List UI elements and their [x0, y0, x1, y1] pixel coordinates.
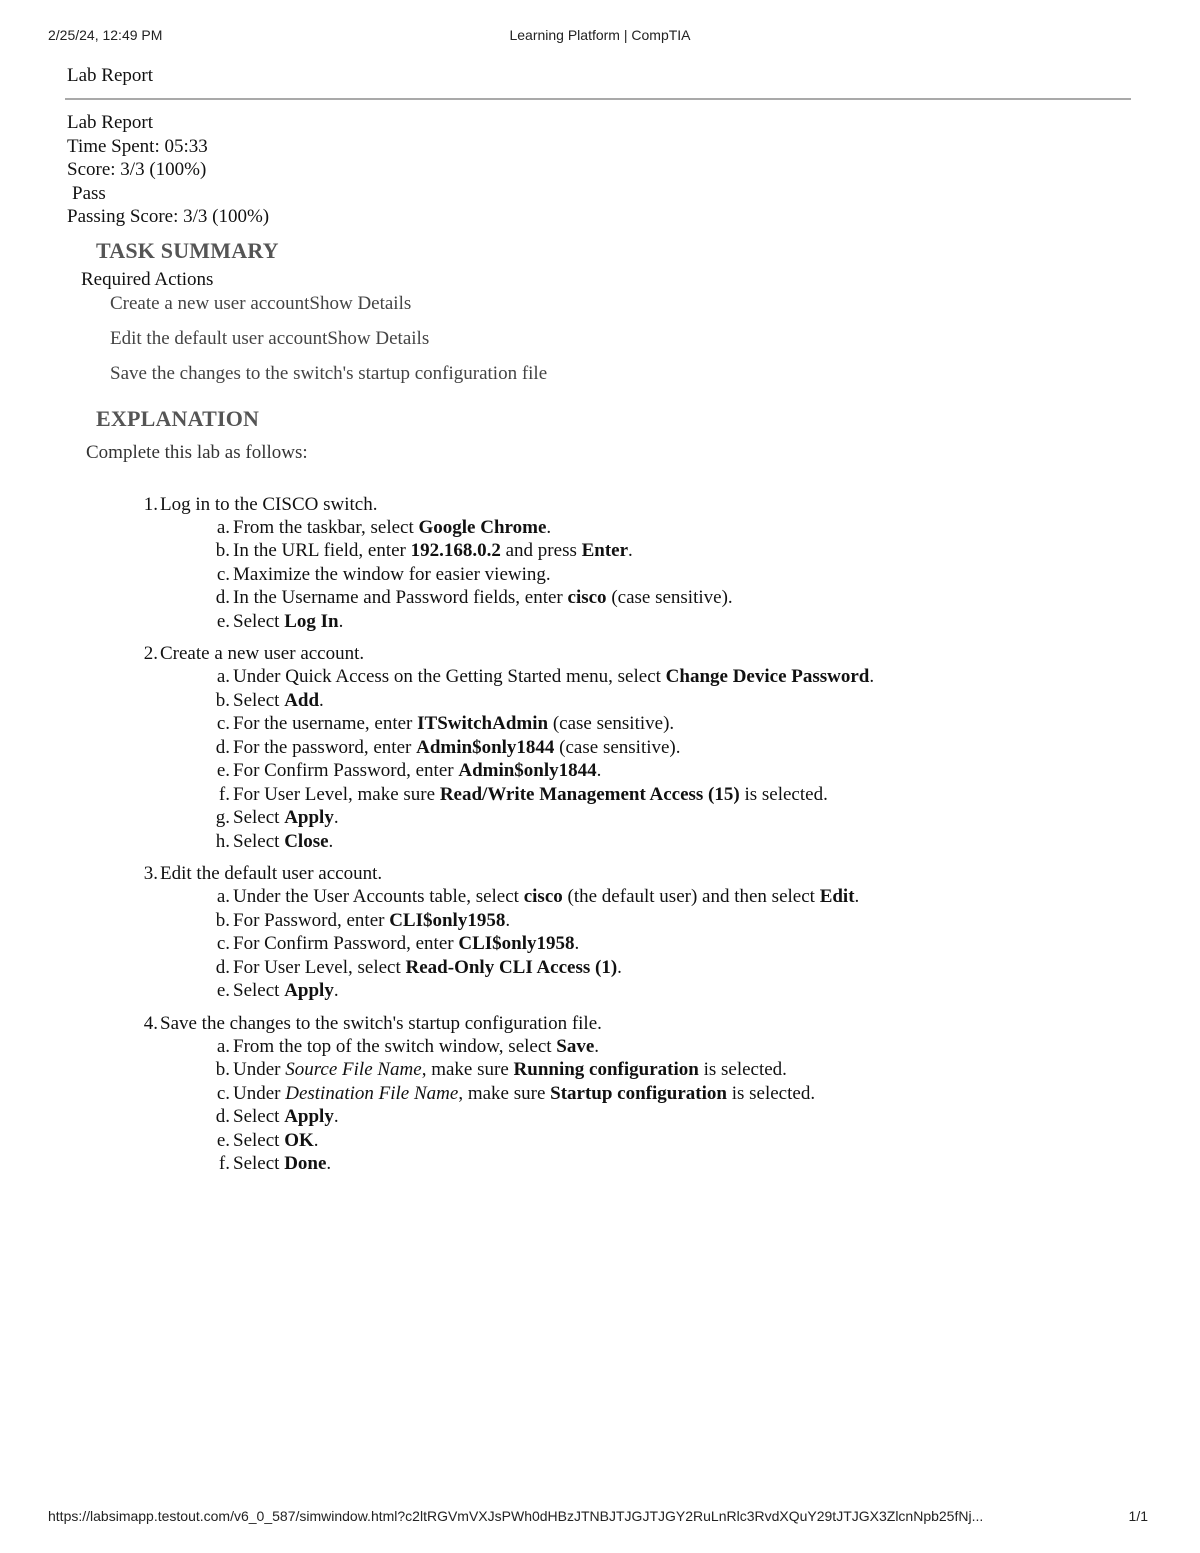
substep-text: is selected. [739, 783, 828, 805]
substep-item [215, 1058, 1131, 1082]
substep-text: In the URL field, enter [233, 540, 411, 562]
step-number: 4. [143, 1012, 158, 1034]
explanation-heading: EXPLANATION [96, 405, 260, 431]
substep-text: . [628, 540, 633, 562]
substep-letter: c. [216, 933, 230, 955]
substep-text: Under [233, 1082, 286, 1104]
emphasis-text: Edit [819, 886, 855, 908]
substep-text: . [333, 807, 339, 829]
summary-title: Lab Report [67, 112, 154, 133]
emphasis-text: Change Device Password [665, 666, 870, 688]
required-action-item [110, 327, 1131, 351]
emphasis-text: Running configuration [513, 1059, 699, 1081]
print-footer [0, 1508, 1200, 1528]
substep-letter: b. [215, 540, 230, 562]
substep-letter: c. [216, 1082, 230, 1104]
show-details-link[interactable]: Show Details [327, 327, 430, 349]
substep-item [216, 563, 1131, 587]
substep-item [215, 539, 1131, 563]
substep-text: . [333, 980, 339, 1002]
emphasis-text: Add [284, 689, 320, 711]
show-details-link[interactable]: Show Details [309, 292, 412, 314]
substep-text: . [594, 1035, 600, 1057]
substep-letter: f. [218, 783, 230, 805]
required-action-item [110, 292, 1131, 316]
substep-text: . [869, 666, 875, 688]
substep-text: Select [233, 807, 285, 829]
emphasis-text: OK [284, 1129, 314, 1151]
substep-text: . [505, 909, 511, 931]
steps-list [67, 493, 1131, 1176]
substep-text: Select [233, 1153, 285, 1175]
substep-item [216, 610, 1131, 634]
substep-letter: e. [216, 1129, 230, 1151]
substep-text: . [333, 1106, 339, 1128]
step-item [143, 1012, 1131, 1176]
emphasis-text: CLI$only1958 [458, 933, 575, 955]
step-number: 3. [143, 863, 158, 885]
substep-item [216, 1035, 1131, 1059]
required-action-text: Edit the default user account [110, 327, 328, 349]
divider [65, 98, 1131, 100]
emphasis-text: ITSwitchAdmin [417, 713, 549, 735]
substep-text: (case sensitive). [554, 736, 681, 758]
step-item [143, 493, 1131, 634]
substep-letter: d. [215, 587, 230, 609]
substep-letter: h. [215, 830, 230, 852]
substep-text: , make sure [421, 1059, 514, 1081]
page-title: Lab Report [67, 65, 154, 86]
substep-item [216, 885, 1131, 909]
emphasis-text: cisco [567, 587, 607, 609]
page-count: 1/1 [1128, 1508, 1148, 1524]
substep-letter: b. [215, 909, 230, 931]
substep-text: (the default user) and then select [562, 886, 820, 908]
substep-item [215, 586, 1131, 610]
emphasis-text: Log In [284, 610, 339, 632]
substep-text: Select [233, 830, 285, 852]
substep-text: For Confirm Password, enter [233, 933, 459, 955]
emphasis-text: Done [284, 1153, 327, 1175]
substeps-list [160, 885, 1131, 1003]
substep-item [216, 665, 1131, 689]
substep-text: . [546, 516, 552, 538]
required-action-text: Save the changes to the switch's startup configuration file [110, 362, 548, 384]
substep-text: , make sure [458, 1082, 551, 1104]
substep-letter: d. [215, 956, 230, 978]
substep-text: is selected. [698, 1059, 787, 1081]
substep-text: In the Username and Password fields, enter [233, 587, 568, 609]
print-title: Learning Platform | CompTIA [509, 27, 691, 43]
score-summary [67, 111, 1131, 229]
emphasis-text: Admin$only1844 [416, 736, 555, 758]
substep-text: . [328, 830, 334, 852]
step-text: Save the changes to the switch's startup configuration file. [160, 1012, 602, 1034]
substep-item [215, 689, 1131, 713]
emphasis-text: Admin$only1844 [458, 760, 597, 782]
substep-item [215, 909, 1131, 933]
substep-item [215, 830, 1131, 854]
substep-text: For User Level, make sure [233, 783, 440, 805]
print-date: 2/25/24, 12:49 PM [48, 27, 163, 43]
task-summary-heading: TASK SUMMARY [96, 237, 279, 263]
pass-status: Pass [72, 182, 106, 204]
substep-text: Select [233, 1129, 285, 1151]
substep-letter: a. [216, 886, 230, 908]
substep-text: From the taskbar, select [233, 516, 419, 538]
substep-text: For Confirm Password, enter [233, 760, 459, 782]
emphasis-text: Close [284, 830, 329, 852]
emphasis-text: Enter [581, 540, 629, 562]
substep-text: . [326, 1153, 332, 1175]
substep-text: . [617, 956, 622, 978]
step-number: 2. [143, 643, 158, 665]
required-action-item [110, 362, 1131, 386]
score: Score: 3/3 (100%) [67, 159, 207, 181]
substep-item [215, 1105, 1131, 1129]
lab-report [67, 64, 1131, 1185]
substep-item [215, 736, 1131, 760]
substep-letter: c. [216, 563, 230, 585]
substep-item [216, 1082, 1131, 1106]
emphasis-text: CLI$only1958 [389, 909, 506, 931]
substep-letter: b. [215, 1059, 230, 1081]
substep-text: . [313, 1129, 319, 1151]
step-text: Create a new user account. [160, 643, 365, 665]
substep-letter: a. [216, 1035, 230, 1057]
substep-item [215, 806, 1131, 830]
substep-text: (case sensitive). [606, 587, 733, 609]
substep-text: Under the User Accounts table, select [233, 886, 524, 908]
substep-text: . [338, 610, 344, 632]
step-text: Log in to the CISCO switch. [160, 493, 378, 515]
substep-letter: g. [215, 807, 230, 829]
required-actions-list [67, 292, 1131, 386]
substep-item [216, 932, 1131, 956]
substep-item [216, 979, 1131, 1003]
substep-item [216, 516, 1131, 540]
print-header [0, 27, 1200, 49]
substep-text: . [319, 689, 324, 711]
required-actions-label: Required Actions [81, 268, 214, 290]
step-text: Edit the default user account. [160, 863, 383, 885]
substep-letter: e. [216, 610, 230, 632]
substep-text: (case sensitive). [548, 713, 675, 735]
substep-text: From the top of the switch window, select [233, 1035, 557, 1057]
substep-letter: e. [216, 760, 230, 782]
substep-text: Select [233, 1106, 285, 1128]
substep-text: For Password, enter [233, 909, 390, 931]
substep-item [218, 783, 1131, 807]
emphasis-text: Read-Only CLI Access (1) [405, 956, 618, 978]
italic-text: Source File Name [285, 1059, 422, 1081]
emphasis-text: Google Chrome [418, 516, 547, 538]
substeps-list [160, 1035, 1131, 1176]
substep-letter: a. [216, 516, 230, 538]
emphasis-text: Apply [284, 980, 334, 1002]
substep-text: is selected. [726, 1082, 816, 1104]
emphasis-text: Apply [284, 807, 334, 829]
time-spent: Time Spent: 05:33 [67, 135, 208, 157]
step-number: 1. [143, 493, 158, 515]
substep-letter: a. [216, 666, 230, 688]
passing-score: Passing Score: 3/3 (100%) [67, 206, 270, 228]
emphasis-text: 192.168.0.2 [410, 540, 501, 562]
page-url: https://labsimapp.testout.com/v6_0_587/simwindow.html?c2ltRGVmVXJsPWh0dHBzJTNBJTJGJTJGY2RuLnRlc3RvdXQuY29tJTJGX3ZlcnNpb25fNj... [48, 1508, 984, 1524]
substep-item [218, 1152, 1131, 1176]
substep-letter: d. [215, 736, 230, 758]
substeps-list [160, 665, 1131, 853]
substep-text: Select [233, 980, 285, 1002]
substep-item [216, 1129, 1131, 1153]
substeps-list [160, 516, 1131, 634]
emphasis-text: Startup configuration [550, 1082, 727, 1104]
substep-letter: e. [216, 980, 230, 1002]
substep-text: For the password, enter [233, 736, 417, 758]
substep-text: Select [233, 689, 285, 711]
step-item [143, 642, 1131, 853]
substep-text: For the username, enter [233, 713, 418, 735]
substep-text: . [596, 760, 602, 782]
substep-text: . [854, 886, 860, 908]
substep-text: and press [500, 540, 582, 562]
emphasis-text: cisco [523, 886, 563, 908]
substep-text: For User Level, select [233, 956, 406, 978]
step-item [143, 862, 1131, 1003]
substep-letter: d. [215, 1106, 230, 1128]
substep-letter: c. [216, 713, 230, 735]
substep-item [216, 712, 1131, 736]
emphasis-text: Save [556, 1035, 595, 1057]
substep-text: . [574, 933, 580, 955]
substep-text: Under [233, 1059, 286, 1081]
substep-letter: f. [218, 1153, 230, 1175]
italic-text: Destination File Name [285, 1082, 459, 1104]
substep-letter: b. [215, 689, 230, 711]
emphasis-text: Apply [284, 1106, 334, 1128]
required-action-text: Create a new user account [110, 292, 310, 314]
substep-text: Under Quick Access on the Getting Started menu, select [233, 666, 666, 688]
substep-item [216, 759, 1131, 783]
emphasis-text: Read/Write Management Access (15) [439, 783, 740, 805]
substep-text: Select [233, 610, 285, 632]
substep-text: Maximize the window for easier viewing. [233, 563, 551, 585]
substep-item [215, 956, 1131, 980]
explanation-intro: Complete this lab as follows: [86, 441, 308, 463]
